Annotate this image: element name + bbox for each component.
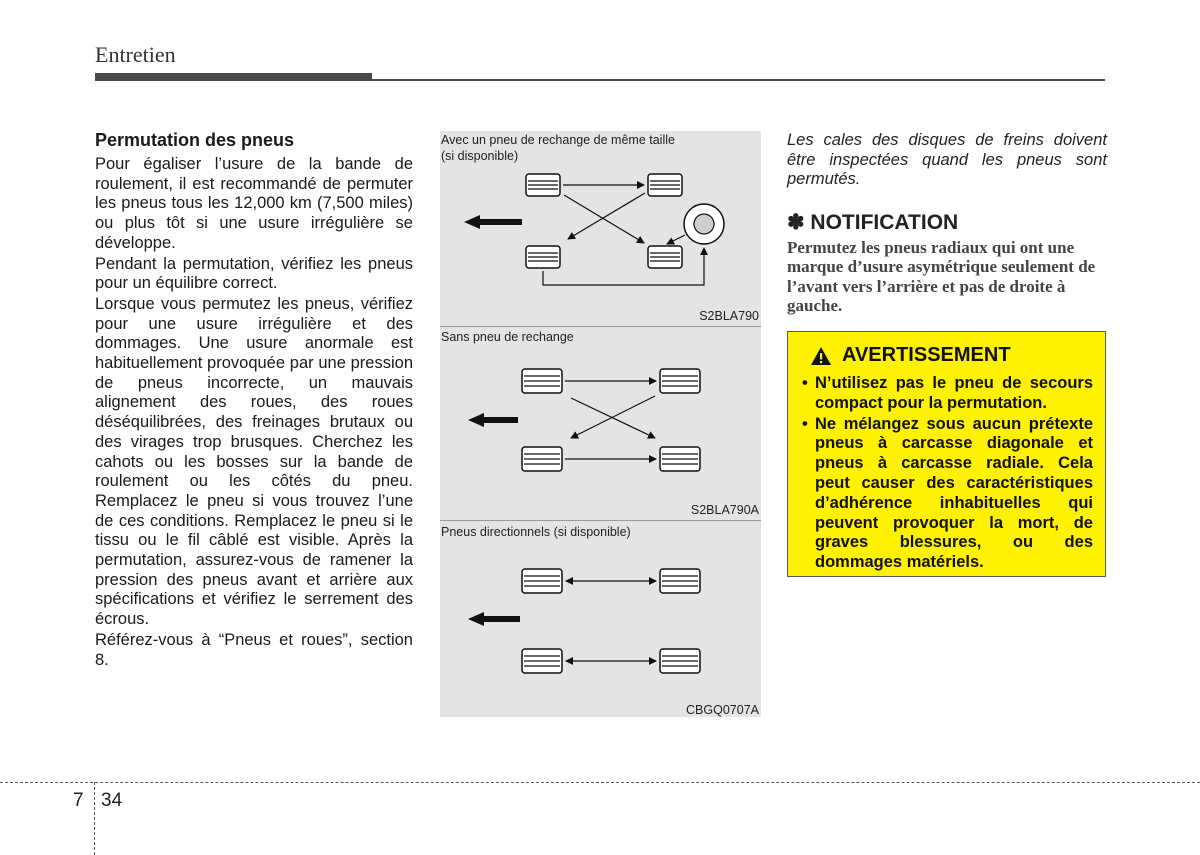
diagram-directional [440,521,761,717]
section-title: Permutation des pneus [95,130,295,150]
chapter-number: 7 [73,790,84,811]
warning-box [787,331,1106,577]
tire-icon [526,174,682,268]
footer-divider [94,782,95,855]
brake-note: Les cales des disques de freins doivent être inspectées quand les pneus sont permutés. [787,131,1107,188]
rotation-diagram-no-spare [440,363,761,483]
spare-wheel-icon [684,204,724,244]
tire-icon [522,569,700,673]
paragraph: Pendant la permutation, vérifiez les pneus pour un équilibre correct. [95,254,413,293]
diagram-code: S2BLA790A [690,503,759,517]
rotation-diagram-spare [440,165,761,300]
warning-title: AVERTISSEMENT [810,344,1093,367]
direction-arrow-icon [464,215,480,229]
diagram-code: S2BLA790 [699,309,759,323]
left-column [95,130,413,671]
header-rule [372,79,1105,81]
warning-item: • N’utilisez pas le pneu de secours compact pour la permutation. [802,374,1093,412]
warning-item: • Ne mélangez sous aucun prétexte pneus à carcasse diagonale et pneus à carcasse radiale. Cela peut causer des caractéristiques d’adhérence inhabituelles qui peuvent provoquer la mort, de graves blessures, ou des dommages matériels. [802,414,1093,572]
notification-title: ✽ NOTIFICATION [787,210,959,234]
diagram-code: CBGQ0707A [686,703,759,717]
direction-arrow-icon [468,413,484,427]
header-bar [95,73,372,81]
paragraph: Pour égaliser l’usure de la bande de roulement, il est recommandé de permuter les pneus tous les 12,000 km (7,500 miles) ou plus tôt si une usure irrégulière se développe. [95,155,413,252]
warning-triangle-icon [810,346,832,366]
paragraph: Référez-vous à “Pneus et roues”, section 8. [95,630,413,669]
diagram-caption: Pneus directionnels (si disponible) [441,525,631,539]
notification-body: Permutez les pneus radiaux qui ont une marque d’usure asymétrique seulement de l’avant vers l’arrière et pas de droite à gauche. [787,237,1096,315]
right-column [787,131,1107,316]
footer-rule [0,782,1200,783]
page-number: 34 [101,790,123,811]
direction-arrow-icon [468,612,484,626]
tire-icon [522,369,700,471]
paragraph: Lorsque vous permutez les pneus, vérifiez pour une usure irrégulière et des dommages. Une usure anormale est habituellement provoquée par une pression de pneus incorrecte, un mauvais alignement des roues, des roues déséquilibrées, des freinages brutaux ou des virages trop brusques. Cherchez les cahots ou les bosses sur la bande de roulement ou les côtés du pneu. Remplacez le pneu si vous trouvez l’une de ces conditions. Remplacez le pneu si le tissu ou le fil câblé est visible. Après la permutation, assurez-vous de ramener la pression des pneus avant et arrière aux spécifications et vérifiez le serrement des écrous. [95,294,413,629]
rotation-diagram-directional [440,559,761,689]
diagram-with-spare [440,131,761,327]
diagram-panel [440,131,761,717]
diagram-caption: Avec un pneu de rechange de même taille (si disponible) [441,133,675,163]
diagram-caption: Sans pneu de rechange [441,330,574,344]
warning-list [801,374,1093,573]
page-header-title: Entretien [95,42,176,67]
diagram-no-spare [440,327,761,520]
